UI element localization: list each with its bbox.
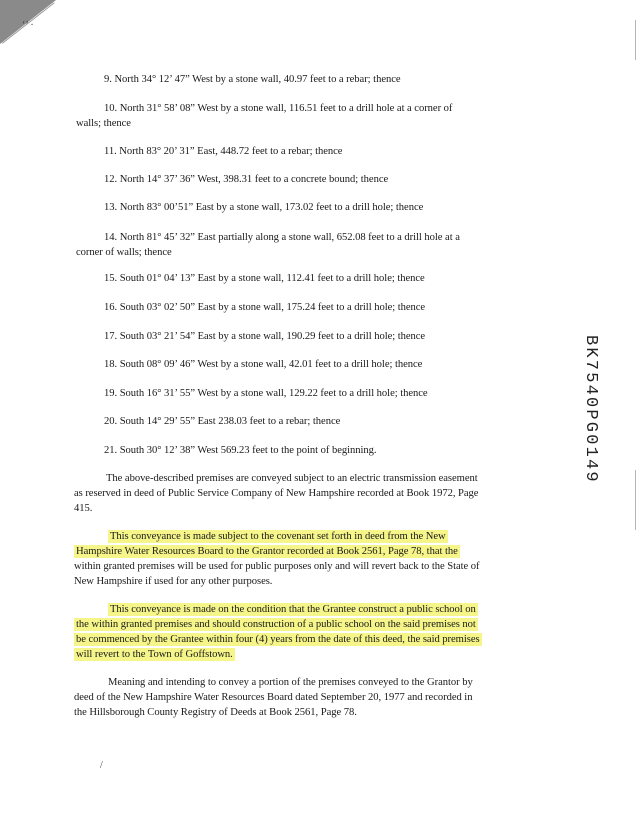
edge-mark-top xyxy=(635,20,636,60)
call-20: 20. South 14° 29’ 55” East 238.03 feet to a rebar; thence xyxy=(104,416,341,427)
highlight: be commenced by the Grantee within four (4) years from the date of this deed, the said premises xyxy=(76,634,480,645)
easement-line-2: as reserved in deed of Public Service Company of New Hampshire recorded at Book 1972, Page xyxy=(74,488,479,499)
school-line-2 xyxy=(74,618,478,631)
meaning-line-1: Meaning and intending to convey a portion of the premises conveyed to the Grantor by xyxy=(108,677,473,688)
edge-mark-mid xyxy=(635,470,636,530)
meaning-line-3: the Hillsborough County Registry of Deeds at Book 2561, Page 78. xyxy=(74,707,357,718)
covenant-line-4: New Hampshire if used for any other purposes. xyxy=(74,576,273,587)
covenant-line-2 xyxy=(74,545,460,558)
easement-line-3: 415. xyxy=(74,503,93,514)
highlight: will revert to the Town of Goffstown. xyxy=(76,649,233,660)
highlight: the within granted premises and should construction of a public school on the said premises not xyxy=(76,619,476,630)
call-14: 14. North 81° 45’ 32” East partially along a stone wall, 652.08 feet to a drill hole at a xyxy=(104,232,460,243)
school-line-3 xyxy=(74,633,482,646)
highlight: This conveyance is made on the condition that the Grantee construct a public school on xyxy=(110,604,476,615)
school-line-4 xyxy=(74,648,235,661)
corner-mark: ʻ’ · xyxy=(22,20,34,31)
call-11: 11. North 83° 20’ 31” East, 448.72 feet to a rebar; thence xyxy=(104,146,343,157)
call-15: 15. South 01° 04’ 13” East by a stone wall, 112.41 feet to a drill hole; thence xyxy=(104,273,425,284)
covenant-line-1 xyxy=(108,530,448,543)
call-12: 12. North 14° 37’ 36” West, 398.31 feet to a concrete bound; thence xyxy=(104,174,389,185)
bottom-mark: / xyxy=(100,760,103,771)
call-16: 16. South 03° 02’ 50” East by a stone wall, 175.24 feet to a drill hole; thence xyxy=(104,302,426,313)
call-9: 9. North 34° 12’ 47” West by a stone wall, 40.97 feet to a rebar; thence xyxy=(104,74,401,85)
meaning-line-2: deed of the New Hampshire Water Resources Board dated September 20, 1977 and recorded in xyxy=(74,692,473,703)
registry-stamp: BK7540PG0149 xyxy=(581,335,600,484)
call-10: 10. North 31° 58’ 08” West by a stone wall, 116.51 feet to a drill hole at a corner of xyxy=(104,103,453,114)
call-14-cont: corner of walls; thence xyxy=(76,247,172,258)
covenant-line-3: within granted premises will be used for public purposes only and will revert back to the State of xyxy=(74,561,480,572)
call-19: 19. South 16° 31’ 55” West by a stone wall, 129.22 feet to a drill hole; thence xyxy=(104,388,428,399)
call-21: 21. South 30° 12’ 38” West 569.23 feet to the point of beginning. xyxy=(104,445,377,456)
call-17: 17. South 03° 21’ 54” East by a stone wall, 190.29 feet to a drill hole; thence xyxy=(104,331,426,342)
easement-line-1: The above-described premises are conveyed subject to an electric transmission easement xyxy=(106,473,478,484)
call-13: 13. North 83° 00’51” East by a stone wall, 173.02 feet to a drill hole; thence xyxy=(104,202,424,213)
highlight: This conveyance is made subject to the covenant set forth in deed from the New xyxy=(110,531,446,542)
highlight: Hampshire Water Resources Board to the Grantor recorded at Book 2561, Page 78, that the xyxy=(76,546,458,557)
call-10-cont: walls; thence xyxy=(76,118,131,129)
school-line-1 xyxy=(108,603,478,616)
call-18: 18. South 08° 09’ 46” West by a stone wall, 42.01 feet to a drill hole; thence xyxy=(104,359,423,370)
